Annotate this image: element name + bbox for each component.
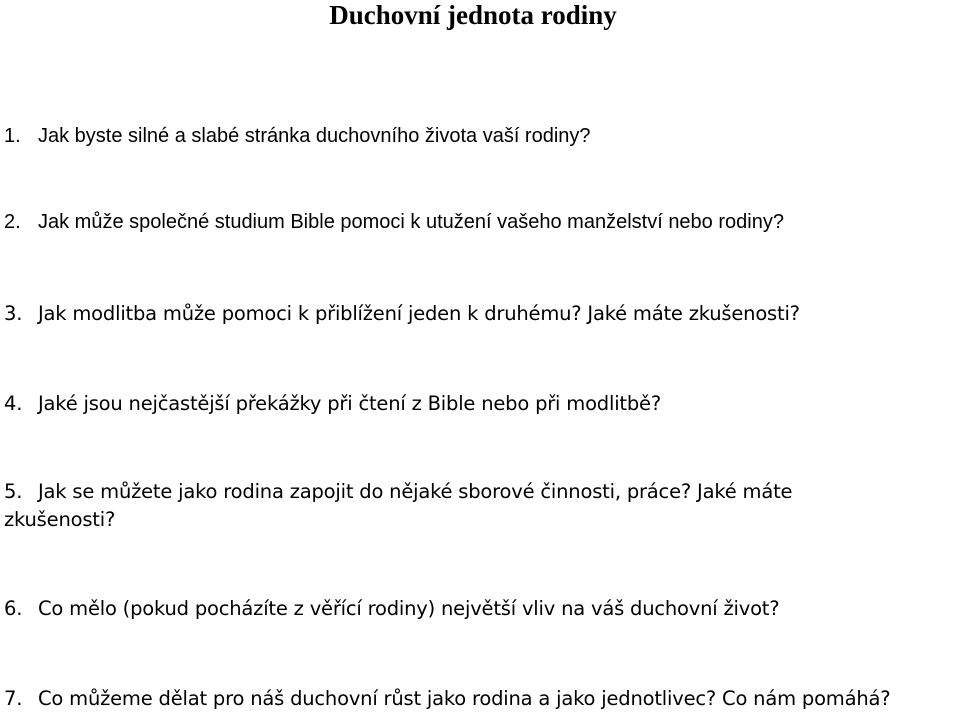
page-title xyxy=(0,0,960,30)
question-text: Co mělo (pokud pocházíte z věřící rodiny) největší vliv na váš duchovní život? xyxy=(38,597,780,620)
question-number: 5. xyxy=(4,480,23,503)
question-item-2 xyxy=(4,208,960,236)
title-text: Duchovní jednota rodiny xyxy=(329,0,617,30)
question-text: Jak modlitba může pomoci k přiblížení jeden k druhému? Jaké máte zkušenosti? xyxy=(38,302,800,325)
question-item-7 xyxy=(4,685,960,713)
question-item-3 xyxy=(4,300,960,328)
question-number: 6. xyxy=(4,597,23,620)
question-text: Co můžeme dělat pro náš duchovní růst jako rodina a jako jednotlivec? Co nám pomáhá? xyxy=(38,687,891,710)
question-text: Jaké jsou nejčastější překážky při čtení z Bible nebo při modlitbě? xyxy=(38,392,661,415)
question-item-4 xyxy=(4,390,960,418)
question-item-5 xyxy=(4,478,960,534)
question-number: 2. xyxy=(4,211,21,233)
question-number: 4. xyxy=(4,392,23,415)
question-text: Jak se můžete jako rodina zapojit do nějaké sborové činnosti, práce? Jaké máte xyxy=(38,480,793,503)
question-number: 1. xyxy=(4,125,21,147)
question-item-1 xyxy=(4,122,960,150)
question-text: Jak byste silné a slabé stránka duchovního života vaší rodiny? xyxy=(38,125,591,147)
question-text-continuation: zkušenosti? xyxy=(4,508,116,531)
question-number: 3. xyxy=(4,302,23,325)
question-item-6 xyxy=(4,595,960,623)
question-text: Jak může společné studium Bible pomoci k utužení vašeho manželství nebo rodiny? xyxy=(38,211,784,233)
question-number: 7. xyxy=(4,687,23,710)
